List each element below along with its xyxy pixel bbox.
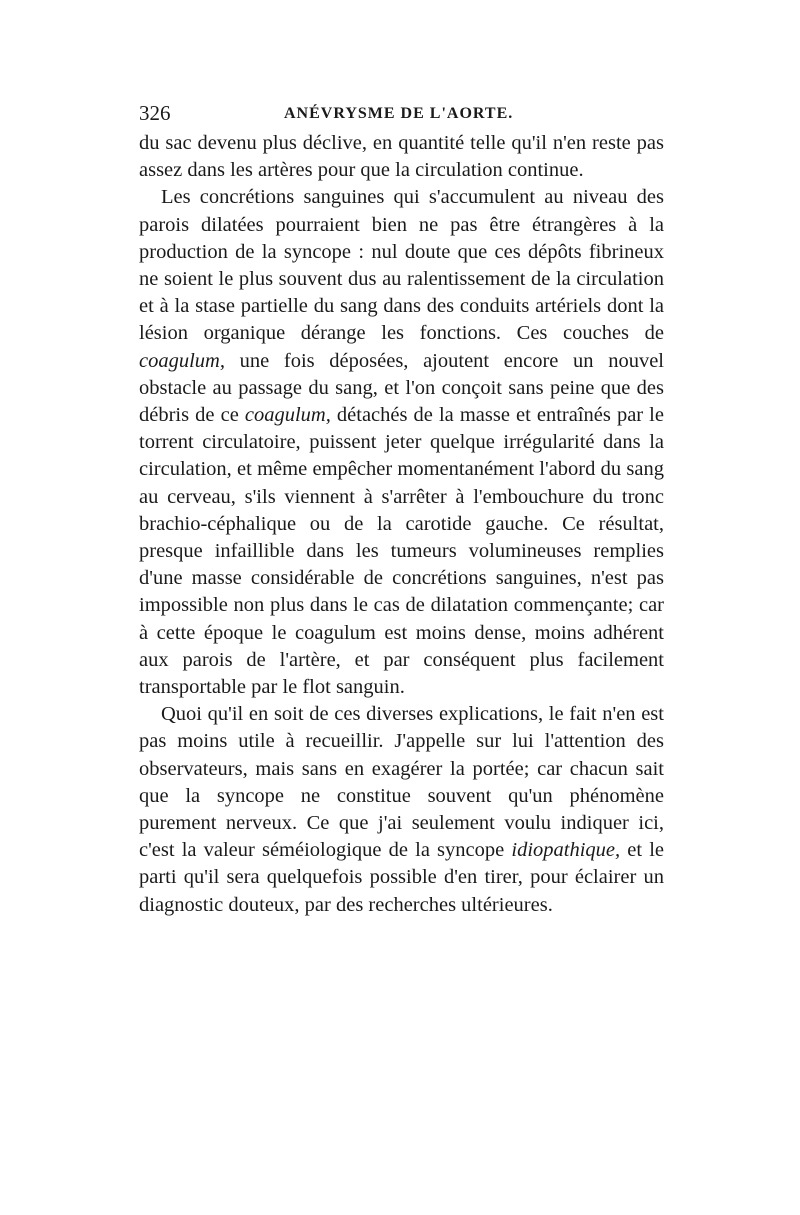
text-segment: Les concrétions sanguines qui s'accumulent au niveau des parois dilatées pourraient bien ne pas être étrangères à la production de la syncope : nul doute que ces dépôts fibrineux ne soient le plus souvent dus au ralentissement de la circulation et à la stase partielle du sang dans des conduits artériels dont la lésion organique dérange les fonctions. Ces couches de xyxy=(139,186,664,345)
italic-term-idiopathique: idiopathique, xyxy=(511,839,621,862)
italic-term-coagulum: coagulum, xyxy=(139,349,225,372)
paragraph-3 xyxy=(139,701,664,919)
running-title: ANÉVRYSME DE L'AORTE. xyxy=(284,105,514,122)
italic-term-coagulum: coagulum, xyxy=(244,404,331,427)
page-number: 326 xyxy=(139,101,171,125)
text-segment: et le parti qu'il sera quelquefois possible d'en tirer, pour éclairer un diagnostic douteux, par des recherches ultérieures. xyxy=(139,839,664,916)
body-text xyxy=(139,130,664,919)
text-segment: détachés de la masse et entraînés par le torrent circulatoire, puissent jeter quelque irrégularité dans la circulation, et même empêcher momentanément l'abord du sang au cerveau, s'ils viennent à s'arrêter à l'embouchure du tronc brachio-céphalique ou de la carotide gauche. Ce résultat, presque infaillible dans les tumeurs volumineuses remplies d'une masse considérable de concrétions sanguines, n'est pas impossible non plus dans le cas de dilatation commençante; car à cette époque le coagulum est moins dense, moins adhérent aux parois de l'artère, et par conséquent plus facilement transportable par le flot sanguin. xyxy=(139,404,664,699)
text-segment: du sac devenu plus déclive, en quantité telle qu'il n'en reste pas assez dans les artères pour que la circulation continue. xyxy=(139,132,664,182)
text-segment: une fois déposées, ajoutent encore un nouvel obstacle au passage du sang, et l'on conçoit sans peine que des débris de ce xyxy=(139,349,664,427)
running-head xyxy=(139,100,664,126)
paragraph-1 xyxy=(139,130,664,184)
text-segment: Quoi qu'il en soit de ces diverses explications, le fait n'en est pas moins utile à recueillir. J'appelle sur lui l'attention des observateurs, mais sans en exagérer la portée; car chacun sait que la syncope ne constitue souvent qu'un phénomène purement nerveux. Ce que j'ai seulement voulu indiquer ici, c'est la valeur séméiologique de la syncope xyxy=(139,703,664,862)
paragraph-2 xyxy=(139,184,664,701)
